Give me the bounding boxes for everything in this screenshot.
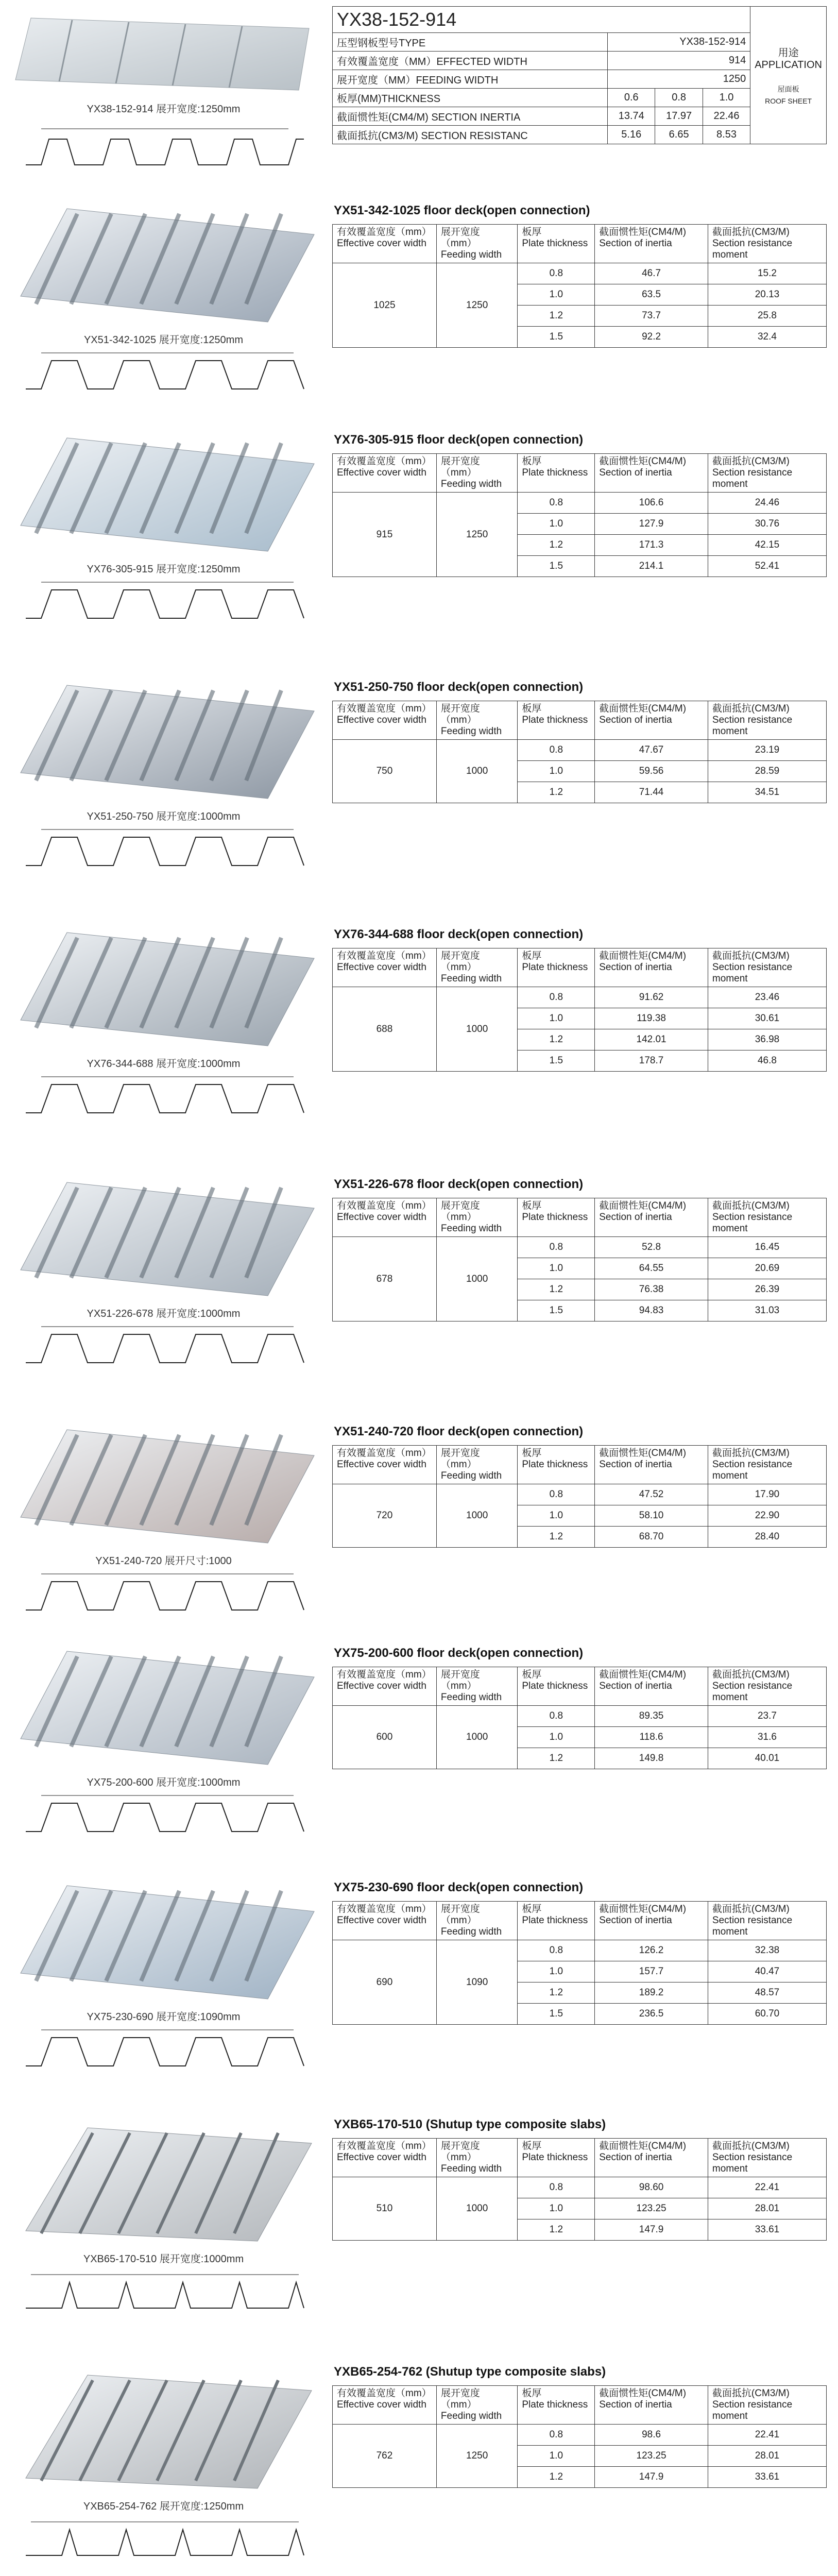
- inertia-label: 截面惯性矩(CM4/M) SECTION INERTIA: [333, 107, 608, 126]
- profile-drawing: [21, 1569, 309, 1625]
- header-inertia: 截面惯性矩(CM4/M) Section of inertia: [595, 2386, 708, 2425]
- product-title: YX51-250-750 floor deck(open connection): [334, 680, 584, 694]
- product-section: [0, 1419, 838, 1641]
- inertia-value: 47.67: [595, 740, 708, 761]
- header-resistance: 截面抵抗(CM3/M) Section resistance moment: [708, 701, 826, 740]
- resistance-value: 36.98: [708, 1029, 826, 1050]
- thickness-value: 0.8: [518, 740, 595, 761]
- cover-width-value: 1025: [333, 263, 437, 348]
- header-resistance: 截面抵抗(CM3/M) Section resistance moment: [708, 2386, 826, 2425]
- deck-sheet-photo: [10, 2112, 317, 2246]
- spec-table: [332, 948, 827, 1072]
- inertia-value: 123.25: [595, 2446, 708, 2467]
- thickness-value: 1.0: [703, 89, 750, 107]
- inertia-value: 92.2: [595, 327, 708, 348]
- thickness-value: 0.8: [518, 493, 595, 514]
- resistance-value: 30.76: [708, 514, 826, 535]
- resistance-value: 30.61: [708, 1008, 826, 1029]
- top-spec-table: [332, 6, 827, 144]
- cover-width-value: 750: [333, 740, 437, 803]
- type-label: 压型钢板型号TYPE: [333, 33, 608, 52]
- header-feeding-width: 展开宽度（mm） Feeding width: [436, 2386, 517, 2425]
- thickness-value: 1.5: [518, 1050, 595, 1072]
- application-value: 屋面板 ROOF SHEET: [765, 84, 812, 105]
- inertia-value: 71.44: [595, 782, 708, 803]
- resistance-value: 26.39: [708, 1279, 826, 1300]
- profile-drawing: [21, 348, 309, 404]
- effected-width-label: 有效覆盖宽度（MM）EFFECTED WIDTH: [333, 52, 608, 70]
- thickness-value: 1.2: [518, 2219, 595, 2241]
- thickness-value: 0.8: [518, 1706, 595, 1727]
- resistance-value: 28.59: [708, 761, 826, 782]
- deck-sheet-photo: [10, 922, 317, 1051]
- resistance-value: 33.61: [708, 2467, 826, 2488]
- header-resistance: 截面抵抗(CM3/M) Section resistance moment: [708, 1667, 826, 1706]
- deck-sheet-photo: [10, 1419, 317, 1548]
- resistance-value: 22.41: [708, 2425, 826, 2446]
- header-resistance: 截面抵抗(CM3/M) Section resistance moment: [708, 1902, 826, 1940]
- feeding-width-value: 1250: [436, 493, 517, 577]
- cover-width-value: 762: [333, 2425, 437, 2488]
- deck-sheet-photo: [10, 1641, 317, 1770]
- feeding-width-value: 1250: [436, 263, 517, 348]
- thickness-value: 1.0: [518, 1505, 595, 1527]
- header-thickness: 板厚 Plate thickness: [518, 2139, 595, 2177]
- product-section: [0, 922, 838, 1172]
- profile-drawing: [21, 577, 309, 634]
- header-thickness: 板厚 Plate thickness: [518, 1902, 595, 1940]
- header-inertia: 截面惯性矩(CM4/M) Section of inertia: [595, 1198, 708, 1237]
- resistance-value: 46.8: [708, 1050, 826, 1072]
- resistance-value: 42.15: [708, 535, 826, 556]
- thickness-value: 1.0: [518, 284, 595, 306]
- feeding-width-value: 1000: [436, 987, 517, 1072]
- top-profile-drawing: [21, 118, 309, 180]
- inertia-value: 89.35: [595, 1706, 708, 1727]
- deck-sheet-photo: [10, 1875, 317, 2004]
- roof-sheet-photo: [10, 8, 317, 98]
- thickness-value: 1.0: [518, 1008, 595, 1029]
- feeding-width-value: 1250: [436, 2425, 517, 2488]
- profile-drawing: [21, 824, 309, 881]
- resistance-value: 32.4: [708, 327, 826, 348]
- header-cover-width: 有效覆盖宽度（mm） Effective cover width: [333, 225, 437, 263]
- inertia-value: 22.46: [703, 107, 750, 126]
- product-section: [0, 428, 838, 675]
- inertia-value: 47.52: [595, 1484, 708, 1505]
- header-thickness: 板厚 Plate thickness: [518, 2386, 595, 2425]
- header-inertia: 截面惯性矩(CM4/M) Section of inertia: [595, 454, 708, 493]
- type-value: YX38-152-914: [608, 33, 750, 52]
- inertia-value: 46.7: [595, 263, 708, 284]
- top-title: YX38-152-914: [333, 7, 750, 33]
- product-title: YX76-305-915 floor deck(open connection): [334, 433, 584, 447]
- inertia-value: 68.70: [595, 1527, 708, 1548]
- inertia-value: 73.7: [595, 306, 708, 327]
- product-title: YX76-344-688 floor deck(open connection): [334, 927, 584, 941]
- cover-width-value: 720: [333, 1484, 437, 1548]
- thickness-value: 0.8: [518, 263, 595, 284]
- header-resistance: 截面抵抗(CM3/M) Section resistance moment: [708, 2139, 826, 2177]
- thickness-value: 1.2: [518, 1029, 595, 1050]
- header-cover-width: 有效覆盖宽度（mm） Effective cover width: [333, 2139, 437, 2177]
- cover-width-value: 510: [333, 2177, 437, 2241]
- table-row: [333, 493, 827, 514]
- header-inertia: 截面惯性矩(CM4/M) Section of inertia: [595, 2139, 708, 2177]
- product-section: [0, 1641, 838, 1875]
- resistance-value: 24.46: [708, 493, 826, 514]
- inertia-value: 98.60: [595, 2177, 708, 2198]
- header-cover-width: 有效覆盖宽度（mm） Effective cover width: [333, 1198, 437, 1237]
- resistance-value: 40.01: [708, 1748, 826, 1769]
- inertia-value: 76.38: [595, 1279, 708, 1300]
- table-row: [333, 263, 827, 284]
- table-row: [333, 2177, 827, 2198]
- cover-width-value: 600: [333, 1706, 437, 1769]
- inertia-value: 64.55: [595, 1258, 708, 1279]
- header-feeding-width: 展开宽度（mm） Feeding width: [436, 1198, 517, 1237]
- product-caption: YX51-342-1025 展开宽度:1250mm: [83, 334, 244, 346]
- resist-value: 8.53: [703, 126, 750, 144]
- resist-value: 5.16: [608, 126, 655, 144]
- table-row: [333, 987, 827, 1008]
- product-caption: YX51-226-678 展开宽度:1000mm: [87, 1308, 241, 1319]
- effected-width-value: 914: [608, 52, 750, 70]
- profile-drawing: [21, 1321, 309, 1378]
- product-section: [0, 2360, 838, 2576]
- resistance-value: 48.57: [708, 1982, 826, 2004]
- resistance-value: 34.51: [708, 782, 826, 803]
- header-cover-width: 有效覆盖宽度（mm） Effective cover width: [333, 701, 437, 740]
- thickness-value: 1.2: [518, 306, 595, 327]
- spec-table: [332, 2385, 827, 2488]
- feeding-width-value: 1000: [436, 2177, 517, 2241]
- header-inertia: 截面惯性矩(CM4/M) Section of inertia: [595, 1902, 708, 1940]
- inertia-value: 236.5: [595, 2004, 708, 2025]
- application-cell: [750, 7, 827, 144]
- profile-drawing: [21, 1790, 309, 1847]
- profile-drawing: [21, 2025, 309, 2081]
- thickness-value: 1.0: [518, 1727, 595, 1748]
- spec-table: [332, 701, 827, 803]
- application-label: 用途 APPLICATION: [755, 47, 822, 71]
- thickness-value: 1.2: [518, 1982, 595, 2004]
- inertia-value: 178.7: [595, 1050, 708, 1072]
- cover-width-value: 688: [333, 987, 437, 1072]
- product-section: [0, 1875, 838, 2112]
- inertia-value: 147.9: [595, 2467, 708, 2488]
- feeding-width-value: 1250: [608, 70, 750, 89]
- resistance-value: 31.6: [708, 1727, 826, 1748]
- product-section: [0, 675, 838, 922]
- product-caption: YX75-230-690 展开宽度:1090mm: [87, 2011, 241, 2023]
- header-cover-width: 有效覆盖宽度（mm） Effective cover width: [333, 1902, 437, 1940]
- resistance-value: 16.45: [708, 1237, 826, 1258]
- resistance-value: 40.47: [708, 1961, 826, 1982]
- product-title: YXB65-254-762 (Shutup type composite slabs): [334, 2365, 606, 2379]
- header-resistance: 截面抵抗(CM3/M) Section resistance moment: [708, 948, 826, 987]
- resistance-value: 15.2: [708, 263, 826, 284]
- deck-sheet-photo: [10, 675, 317, 804]
- header-feeding-width: 展开宽度（mm） Feeding width: [436, 2139, 517, 2177]
- product-title: YXB65-170-510 (Shutup type composite slabs): [334, 2117, 606, 2131]
- thickness-value: 0.6: [608, 89, 655, 107]
- header-feeding-width: 展开宽度（mm） Feeding width: [436, 701, 517, 740]
- header-feeding-width: 展开宽度（mm） Feeding width: [436, 1446, 517, 1484]
- spec-table: [332, 1667, 827, 1769]
- spec-table: [332, 2138, 827, 2241]
- product-section: [0, 2112, 838, 2360]
- thickness-value: 1.2: [518, 535, 595, 556]
- inertia-value: 157.7: [595, 1961, 708, 1982]
- header-cover-width: 有效覆盖宽度（mm） Effective cover width: [333, 1446, 437, 1484]
- product-title: YX75-200-600 floor deck(open connection): [334, 1646, 584, 1660]
- resistance-value: 28.01: [708, 2198, 826, 2219]
- feeding-width-label: 展开宽度（MM）FEEDING WIDTH: [333, 70, 608, 89]
- resistance-value: 32.38: [708, 1940, 826, 1961]
- resistance-value: 52.41: [708, 556, 826, 577]
- header-resistance: 截面抵抗(CM3/M) Section resistance moment: [708, 225, 826, 263]
- resistance-value: 28.01: [708, 2446, 826, 2467]
- header-thickness: 板厚 Plate thickness: [518, 1446, 595, 1484]
- resistance-value: 33.61: [708, 2219, 826, 2241]
- header-feeding-width: 展开宽度（mm） Feeding width: [436, 948, 517, 987]
- header-cover-width: 有效覆盖宽度（mm） Effective cover width: [333, 2386, 437, 2425]
- thickness-value: 0.8: [518, 1940, 595, 1961]
- product-caption: YX76-344-688 展开宽度:1000mm: [87, 1058, 241, 1070]
- header-resistance: 截面抵抗(CM3/M) Section resistance moment: [708, 1446, 826, 1484]
- header-thickness: 板厚 Plate thickness: [518, 1667, 595, 1706]
- header-cover-width: 有效覆盖宽度（mm） Effective cover width: [333, 454, 437, 493]
- inertia-value: 94.83: [595, 1300, 708, 1321]
- product-section: [0, 198, 838, 428]
- thickness-value: 0.8: [655, 89, 703, 107]
- thickness-value: 1.2: [518, 2467, 595, 2488]
- spec-table: [332, 224, 827, 348]
- feeding-width-value: 1000: [436, 1484, 517, 1548]
- thickness-value: 1.5: [518, 1300, 595, 1321]
- product-title: YX75-230-690 floor deck(open connection): [334, 1880, 584, 1894]
- product-caption: YX75-200-600 展开宽度:1000mm: [87, 1777, 241, 1788]
- thickness-value: 1.2: [518, 1527, 595, 1548]
- header-feeding-width: 展开宽度（mm） Feeding width: [436, 1902, 517, 1940]
- profile-drawing: [21, 2267, 309, 2324]
- thickness-value: 1.5: [518, 556, 595, 577]
- spec-table: [332, 1198, 827, 1321]
- header-thickness: 板厚 Plate thickness: [518, 454, 595, 493]
- inertia-value: 189.2: [595, 1982, 708, 2004]
- thickness-value: 0.8: [518, 987, 595, 1008]
- deck-sheet-photo: [10, 428, 317, 556]
- inertia-value: 149.8: [595, 1748, 708, 1769]
- resistance-value: 22.90: [708, 1505, 826, 1527]
- resistance-value: 23.19: [708, 740, 826, 761]
- resistance-value: 28.40: [708, 1527, 826, 1548]
- inertia-value: 118.6: [595, 1727, 708, 1748]
- thickness-value: 1.0: [518, 1258, 595, 1279]
- resistance-value: 31.03: [708, 1300, 826, 1321]
- product-caption: YX51-240-720 展开尺寸:1000: [95, 1555, 232, 1567]
- header-feeding-width: 展开宽度（mm） Feeding width: [436, 1667, 517, 1706]
- inertia-value: 59.56: [595, 761, 708, 782]
- thickness-value: 0.8: [518, 2425, 595, 2446]
- header-thickness: 板厚 Plate thickness: [518, 1198, 595, 1237]
- table-row: [333, 1940, 827, 1961]
- resist-value: 6.65: [655, 126, 703, 144]
- resistance-value: 23.7: [708, 1706, 826, 1727]
- inertia-value: 91.62: [595, 987, 708, 1008]
- table-row: [333, 1237, 827, 1258]
- deck-sheet-photo: [10, 1172, 317, 1301]
- deck-sheet-photo: [10, 2360, 317, 2494]
- spec-table: [332, 1445, 827, 1548]
- table-row: [333, 740, 827, 761]
- thickness-value: 1.0: [518, 2198, 595, 2219]
- product-title: YX51-240-720 floor deck(open connection): [334, 1425, 584, 1438]
- resistance-value: 17.90: [708, 1484, 826, 1505]
- inertia-value: 52.8: [595, 1237, 708, 1258]
- product-title: YX51-226-678 floor deck(open connection): [334, 1177, 584, 1191]
- header-resistance: 截面抵抗(CM3/M) Section resistance moment: [708, 1198, 826, 1237]
- resistance-value: 23.46: [708, 987, 826, 1008]
- thickness-value: 0.8: [518, 1484, 595, 1505]
- top-caption: YX38-152-914 展开宽度:1250mm: [87, 104, 241, 115]
- thickness-value: 1.0: [518, 2446, 595, 2467]
- header-thickness: 板厚 Plate thickness: [518, 701, 595, 740]
- feeding-width-value: 1000: [436, 1706, 517, 1769]
- cover-width-value: 915: [333, 493, 437, 577]
- inertia-value: 147.9: [595, 2219, 708, 2241]
- cover-width-value: 678: [333, 1237, 437, 1321]
- table-row: [333, 1706, 827, 1727]
- header-feeding-width: 展开宽度（mm） Feeding width: [436, 454, 517, 493]
- header-inertia: 截面惯性矩(CM4/M) Section of inertia: [595, 1446, 708, 1484]
- feeding-width-value: 1090: [436, 1940, 517, 2025]
- thickness-value: 0.8: [518, 1237, 595, 1258]
- profile-drawing: [21, 1072, 309, 1128]
- product-title: YX51-342-1025 floor deck(open connection): [334, 204, 590, 217]
- header-inertia: 截面惯性矩(CM4/M) Section of inertia: [595, 701, 708, 740]
- header-cover-width: 有效覆盖宽度（mm） Effective cover width: [333, 1667, 437, 1706]
- product-section: [0, 1172, 838, 1419]
- spec-table: [332, 453, 827, 577]
- inertia-value: 13.74: [608, 107, 655, 126]
- product-caption: YXB65-254-762 展开宽度:1250mm: [83, 2501, 244, 2512]
- header-thickness: 板厚 Plate thickness: [518, 948, 595, 987]
- inertia-value: 17.97: [655, 107, 703, 126]
- inertia-value: 126.2: [595, 1940, 708, 1961]
- feeding-width-value: 1000: [436, 740, 517, 803]
- header-inertia: 截面惯性矩(CM4/M) Section of inertia: [595, 948, 708, 987]
- inertia-value: 142.01: [595, 1029, 708, 1050]
- thickness-value: 1.0: [518, 514, 595, 535]
- thickness-value: 1.0: [518, 1961, 595, 1982]
- feeding-width-value: 1000: [436, 1237, 517, 1321]
- resistance-value: 60.70: [708, 2004, 826, 2025]
- header-feeding-width: 展开宽度（mm） Feeding width: [436, 225, 517, 263]
- thickness-value: 1.5: [518, 2004, 595, 2025]
- thickness-value: 1.0: [518, 761, 595, 782]
- header-inertia: 截面惯性矩(CM4/M) Section of inertia: [595, 225, 708, 263]
- resist-label: 截面抵抗(CM3/M) SECTION RESISTANC: [333, 126, 608, 144]
- inertia-value: 98.6: [595, 2425, 708, 2446]
- inertia-value: 171.3: [595, 535, 708, 556]
- resistance-value: 22.41: [708, 2177, 826, 2198]
- thickness-value: 1.2: [518, 782, 595, 803]
- inertia-value: 58.10: [595, 1505, 708, 1527]
- resistance-value: 20.69: [708, 1258, 826, 1279]
- inertia-value: 127.9: [595, 514, 708, 535]
- header-thickness: 板厚 Plate thickness: [518, 225, 595, 263]
- thickness-value: 1.5: [518, 327, 595, 348]
- thickness-value: 1.2: [518, 1748, 595, 1769]
- product-caption: YX51-250-750 展开宽度:1000mm: [87, 811, 241, 822]
- table-row: [333, 1484, 827, 1505]
- deck-sheet-photo: [10, 198, 317, 327]
- resistance-value: 25.8: [708, 306, 826, 327]
- thickness-value: 0.8: [518, 2177, 595, 2198]
- inertia-value: 106.6: [595, 493, 708, 514]
- inertia-value: 214.1: [595, 556, 708, 577]
- thickness-value: 1.2: [518, 1279, 595, 1300]
- resistance-value: 20.13: [708, 284, 826, 306]
- table-row: [333, 2425, 827, 2446]
- header-cover-width: 有效覆盖宽度（mm） Effective cover width: [333, 948, 437, 987]
- inertia-value: 63.5: [595, 284, 708, 306]
- product-caption: YXB65-170-510 展开宽度:1000mm: [83, 2253, 244, 2265]
- top-section: [0, 0, 838, 196]
- profile-drawing: [21, 2514, 309, 2571]
- inertia-value: 123.25: [595, 2198, 708, 2219]
- thickness-label: 板厚(MM)THICKNESS: [333, 89, 608, 107]
- product-caption: YX76-305-915 展开宽度:1250mm: [87, 564, 241, 575]
- header-resistance: 截面抵抗(CM3/M) Section resistance moment: [708, 454, 826, 493]
- inertia-value: 119.38: [595, 1008, 708, 1029]
- cover-width-value: 690: [333, 1940, 437, 2025]
- spec-table: [332, 1901, 827, 2025]
- header-inertia: 截面惯性矩(CM4/M) Section of inertia: [595, 1667, 708, 1706]
